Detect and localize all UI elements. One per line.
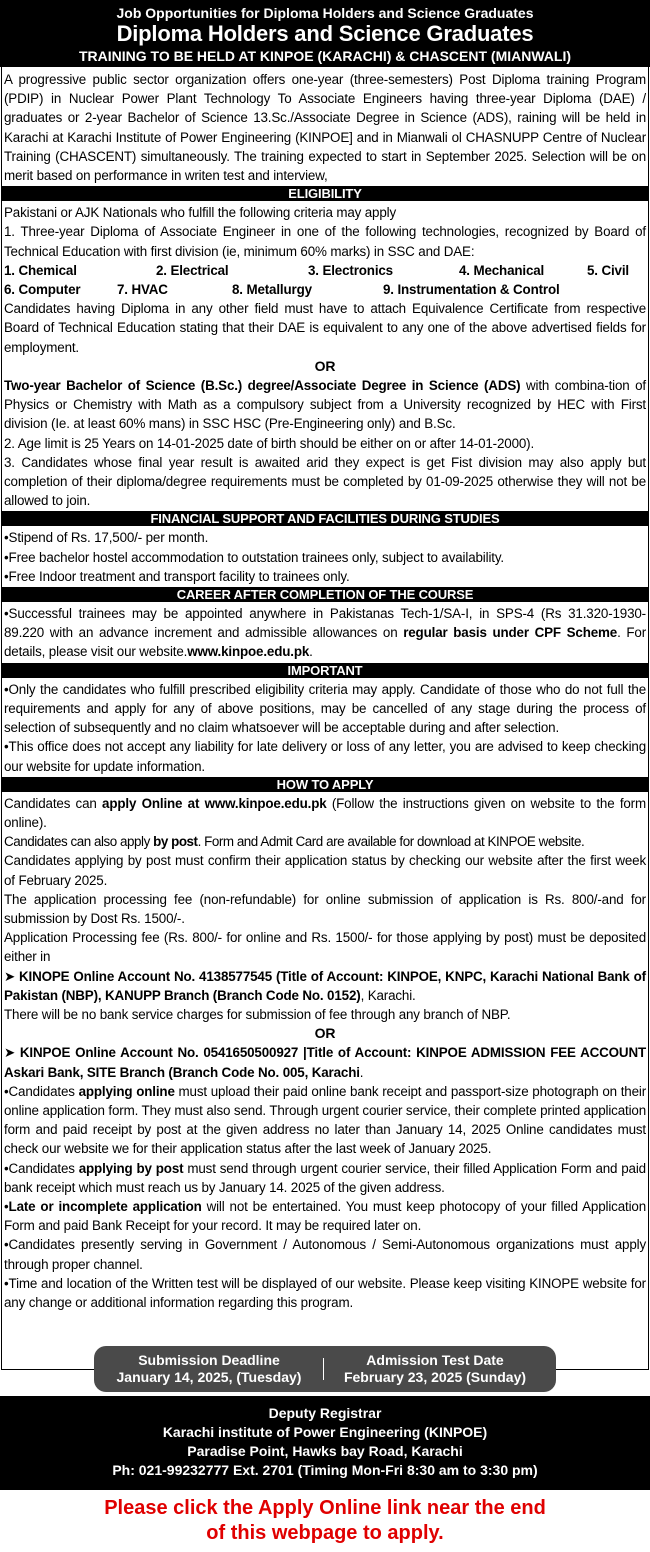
technology-row-1 — [4, 261, 646, 280]
bsc-criteria — [4, 376, 646, 434]
tech-item: 3. Electronics — [308, 262, 393, 278]
header-subtitle: TRAINING TO BE HELD AT KINPOE (KARACHI) & CHASCENT (MIANWALI) — [78, 48, 572, 64]
how-to-apply-heading: HOW TO APPLY — [1, 777, 649, 792]
tech-item: 1. Chemical — [4, 262, 77, 278]
fee-info: The application processing fee (non-refundable) for online submission of application is Rs. 800/-and for submission by Dost Rs. 1500/-. — [4, 891, 646, 926]
no-charges-note: There will be no bank service charges for submission of fee through any branch of NBP. — [4, 1006, 511, 1022]
tech-item: 4. Mechanical — [459, 262, 545, 278]
technology-row-2 — [4, 280, 646, 299]
by-post-a: •Candidates — [4, 1160, 79, 1176]
intro-paragraph: A progressive public sector organization offers one-year (three-semesters) Post Diploma training Program (PDIP) in Nuclear Power Plant Technology To Associate Engineers having three-year Diploma (DAE) / graduates or 2-year Bachelor of Science 13.Sc./Associate Degree in Science (ADS), raining will be held in Karachi at Karachi Institute of Power Engineering (KINPOE] and in Mianwali ol CHASNUPP Centre of Nuclear Training (CHASCENT) simultaneously. The training expected to start in September 2025. Selection will be on merit based on performance in writen test and interview, — [4, 72, 646, 184]
account-2-bold: ➤ KINPOE Online Account No. 0541650500927 |Title of Account: KINPOE ADMISSION FEE ACCOUNT Askari Bank, SITE Branch (Branch Code No. 005, Karachi — [4, 1045, 646, 1080]
footer-title: Deputy Registrar — [268, 1405, 382, 1421]
equivalence-note: Candidates having Diploma in any other field must have to attach Equivalence Certificate from respective Board of Technical Education stating that their DAE is equivalent to any one of the above advertised fields for employment. — [4, 301, 646, 355]
career-text-c: . — [309, 644, 313, 660]
ad-content — [4, 70, 646, 1312]
apply-online-link[interactable]: apply Online at www.kinpoe.edu.pk — [102, 795, 327, 811]
header-top-line: Job Opportunities for Diploma Holders and Science Graduates — [116, 5, 534, 21]
apply-online-b: (Follow the instructions given on website to the form online). — [4, 795, 647, 830]
career-text-b: . For details, please visit our website. — [4, 625, 647, 660]
post-confirm: Candidates applying by post must confirm their application status by checking our website after the first week of February 2025. — [4, 853, 646, 888]
bsc-criteria-rest: with combina-tion of Physics or Chemistry with Math as a compulsory subject from a University recognized by HEC with First division (Ie. at least 60% mans) in SSC HSC (Pre-Engineering only) and B.Sc. — [4, 378, 646, 432]
financial-item: •Free Indoor treatment and transport facility to trainees only. — [4, 568, 350, 584]
or-divider: OR — [314, 1025, 336, 1042]
important-item: •This office does not accept any liability for late delivery or loss of any letter, you are advised to keep checking our website for update information. — [4, 739, 646, 774]
account-2-rest: . — [359, 1064, 364, 1080]
written-test-note: •Time and location of the Written test will be displayed of our website. Please keep visiting KINOPE website for any change or additional information regarding this program. — [4, 1275, 646, 1310]
test-label: Admission Test Date — [366, 1352, 504, 1368]
contact-footer — [0, 1396, 650, 1490]
deadline-box — [94, 1346, 556, 1392]
notice-line-2: of this webpage to apply. — [206, 1522, 444, 1544]
account-1-rest: , Karachi. — [360, 987, 416, 1003]
awaited-result: 3. Candidates whose final year result is awaited arid they expect is get Fist division may also apply but completion of their diploma/degree requirements must be completed by 01-09-2025 otherwise they will not be allowed to join. — [4, 454, 646, 509]
by-post-bold: applying by post — [78, 1160, 184, 1176]
test-date: February 23, 2025 (Sunday) — [343, 1369, 527, 1385]
eligibility-line1: Pakistani or AJK Nationals who fulfill the following criteria may apply — [4, 205, 396, 221]
footer-phone: Ph: 021-99232777 Ext. 2701 (Timing Mon-Fri 8:30 am to 3:30 pm) — [112, 1462, 538, 1478]
by-post-note — [4, 1159, 646, 1197]
header-title: Diploma Holders and Science Graduates — [116, 21, 534, 46]
late-bold: Late or incomplete application — [8, 1198, 202, 1214]
eligibility-line2: 1. Three-year Diploma of Associate Engineer in one of the following technologies, recognized by Board of Technical Education with first division (ie, minimum 60% marks) in SSC and DAE: — [4, 224, 646, 259]
age-limit: 2. Age limit is 25 Years on 14-01-2025 date of birth should be either on or after 14-01-2000). — [4, 435, 535, 451]
tech-item: 7. HVAC — [117, 282, 168, 298]
deadline-divider — [323, 1358, 324, 1380]
late-application-note — [4, 1197, 646, 1235]
notice-line-1: Please click the Apply Online link near the end — [104, 1497, 546, 1519]
apply-by-post — [4, 832, 646, 851]
career-heading: CAREER AFTER COMPLETION OF THE COURSE — [1, 587, 649, 602]
tech-item: 9. Instrumentation & Control — [383, 282, 560, 298]
online-upload-bold: applying online — [78, 1083, 175, 1099]
apply-post-b: . Form and Admit Card are available for download at KINPOE website. — [197, 834, 585, 850]
late-a: • — [4, 1198, 9, 1214]
account-1-bold: ➤ KINOPE Online Account No. 4138577545 (Title of Account: KINPOE, KNPC, Karachi National Bank of Pakistan (NBP), KANUPP Branch (Branch Code No. 0152) — [4, 968, 646, 1003]
ad-header — [0, 0, 650, 67]
online-upload-note — [4, 1082, 646, 1159]
tech-item: 6. Computer — [4, 282, 81, 298]
submission-label: Submission Deadline — [138, 1352, 280, 1368]
late-b: will not be entertained. You must keep photocopy of your filled Application Form and paid Bank Receipt for your record. It may be required later on. — [4, 1198, 646, 1234]
eligibility-heading: ELIGIBILITY — [1, 186, 649, 201]
apply-online-a: Candidates can — [4, 795, 103, 811]
important-heading: IMPORTANT — [1, 663, 649, 678]
financial-heading: FINANCIAL SUPPORT AND FACILITIES DURING STUDIES — [1, 511, 649, 526]
website-link[interactable]: www.kinpoe.edu.pk — [187, 644, 310, 660]
apply-post-a: Candidates can also apply — [4, 834, 154, 850]
tech-item: 5. Civil — [587, 262, 629, 278]
by-post-b: must send through urgent courier service, their filled Application Form and paid bank receipt which must reach us by January 14. 2025 of the given address. — [4, 1160, 646, 1195]
apply-online-notice — [0, 1496, 650, 1546]
account-2 — [4, 1043, 646, 1081]
career-cpf-scheme: regular basis under CPF Scheme — [403, 625, 618, 641]
online-upload-b: must upload their paid online bank receipt and passport-size photograph on their online application form. They must also send. Through urgent courier service, their complete printed application form and paid receipt by post at the given address no later than January 14, 2025 Online candidates must check our website we for their application status after the last week of January 2025. — [4, 1083, 647, 1157]
footer-address: Paradise Point, Hawks bay Road, Karachi — [187, 1443, 463, 1459]
deposit-info: Application Processing fee (Rs. 800/- for online and Rs. 1500/- for those applying by post) must be deposited either in — [4, 930, 646, 965]
account-1 — [4, 967, 646, 1005]
career-text — [4, 604, 646, 662]
or-divider: OR — [314, 357, 336, 374]
financial-item: •Stipend of Rs. 17,500/- per month. — [4, 530, 209, 546]
online-upload-a: •Candidates — [4, 1083, 79, 1099]
tech-item: 2. Electrical — [156, 262, 229, 278]
submission-date: January 14, 2025, (Tuesday) — [116, 1369, 302, 1385]
apply-post-bold: by post — [153, 834, 198, 850]
serving-candidates-note: •Candidates presently serving in Government / Autonomous / Semi-Autonomous organizations must apply through proper channel. — [4, 1237, 646, 1272]
submission-deadline — [104, 1352, 314, 1386]
bsc-criteria-bold: Two-year Bachelor of Science (B.Sc.) degree/Associate Degree in Science (ADS) — [4, 378, 521, 394]
tech-item: 8. Metallurgy — [232, 282, 312, 298]
important-item: •Only the candidates who fulfill prescribed eligibility criteria may apply. Candidate of those who do not full the requirements and apply for any of above positions, may be cancelled of any stage during the process of selection of subsequently and no claim whatsoever will be acceptable during and after selection. — [4, 681, 646, 736]
career-text-a: •Successful trainees may be appointed anywhere in Pakistanas Tech-1/SA-I, in SPS-4 (Rs 31.320-1930-89.220 with an advance increment and admissible allowances on — [4, 606, 646, 641]
admission-test-date — [330, 1352, 540, 1386]
financial-item: •Free bachelor hostel accommodation to outstation trainees only, subject to availability. — [4, 549, 504, 565]
footer-institute: Karachi institute of Power Engineering (KINPOE) — [162, 1424, 488, 1440]
apply-online — [4, 794, 646, 832]
